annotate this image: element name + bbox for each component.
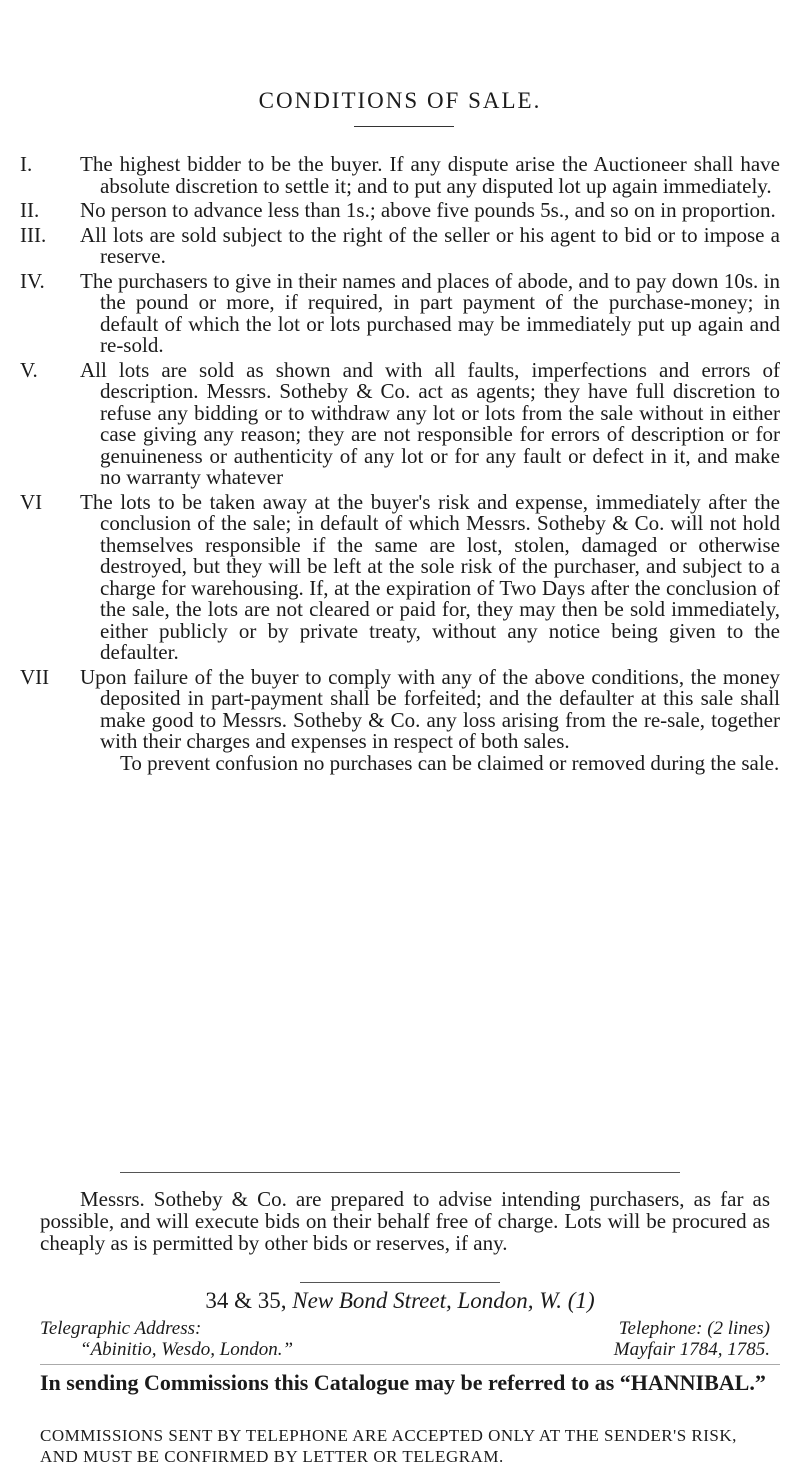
condition-text: No person to advance less than 1s.; above five pounds 5s., and so on in proportion. [80, 198, 776, 222]
address-street: New Bond Street, London, W. (1) [292, 1288, 595, 1313]
telephone-value: Mayfair 1784, 1785. [613, 1339, 770, 1360]
condition-item [20, 200, 780, 222]
catalogue-reference: In sending Commissions this Catalogue may be referred to as “HANNIBAL.” [40, 1370, 766, 1395]
advise-paragraph: Messrs. Sotheby & Co. are prepared to advise intending purchasers, as far as possible, and will execute bids on their behalf free of charge. Lots will be procured as cheaply as is permitted by other bids or reserves, if any. [40, 1187, 770, 1255]
address [0, 1288, 800, 1314]
condition-number: VII [20, 664, 50, 689]
telegraphic-value: “Abinitio, Wesdo, London.” [80, 1339, 294, 1360]
condition-text: Upon failure of the buyer to comply with any of the above conditions, the money deposited in part-payment shall be forfeited; and the defaulter at this sale shall make good to Messrs. Sotheby & Co. any loss arising from the re-sale, together with their charges and expenses in respect of both sales. [80, 664, 780, 753]
condition-item [20, 357, 780, 489]
condition-number: VI [20, 489, 43, 514]
contact-block [40, 1318, 770, 1360]
title-rule [354, 126, 454, 127]
condition-item [20, 268, 780, 357]
conditions-list [20, 154, 780, 777]
address-divider [300, 1282, 500, 1283]
condition-item [20, 222, 780, 268]
condition-number: I. [20, 152, 33, 176]
telephone-notice: COMMISSIONS SENT BY TELEPHONE ARE ACCEPTED ONLY AT THE SENDER'S RISK, AND MUST BE CONFIRMED BY LETTER OR TELEGRAM. [40, 1426, 737, 1466]
condition-number: IV. [20, 268, 45, 293]
condition-item [20, 489, 780, 664]
condition-text: The highest bidder to be the buyer. If any dispute arise the Auctioneer shall have absolute discretion to settle it; and to put any disputed lot up again immediately. [80, 152, 780, 198]
contact-divider [40, 1364, 780, 1365]
condition-item [20, 664, 780, 775]
condition-extra-text: To prevent confusion no purchases can be claimed or removed during the sale. [120, 750, 780, 775]
telephone-label: Telephone: (2 lines) [618, 1318, 770, 1339]
address-number: 34 & 35, [205, 1288, 287, 1313]
telegraphic-label: Telegraphic Address: [40, 1318, 202, 1339]
condition-text: All lots are sold subject to the right of the seller or his agent to bid or to impose a reserve. [80, 222, 780, 268]
condition-text: All lots are sold as shown and with all faults, imperfections and errors of description. Messrs. Sotheby & Co. act as agents; they have full discretion to refuse any bidding or to withdraw any lot or lots from the sale without in either case giving any reason; they are not responsible for errors of description or for genuineness or authenticity of any lot or for any fault or defect in it, and make no warranty whatever [80, 357, 780, 489]
condition-number: III. [20, 222, 47, 247]
condition-text: The lots to be taken away at the buyer's risk and expense, immediately after the conclusion of the sale; in default of which Messrs. Sotheby & Co. will not hold themselves responsible if the same are lost, stolen, damaged or otherwise destroyed, but they will be left at the sole risk of the purchaser, and subject to a charge for warehousing. If, at the expiration of Two Days after the conclusion of the sale, the lots are not cleared or paid for, they may then be sold immediately, either publicly or by private treaty, without any notice being given to the defaulter. [80, 489, 780, 664]
condition-number: V. [20, 357, 38, 382]
condition-number: II. [20, 198, 40, 222]
section-divider [120, 1172, 680, 1173]
condition-item [20, 154, 780, 197]
condition-text: The purchasers to give in their names and places of abode, and to pay down 10s. in the pound or more, if required, in part payment of the purchase-money; in default of which the lot or lots purchased may be immediately put up again and re-sold. [80, 268, 780, 357]
page-title: CONDITIONS OF SALE. [258, 88, 542, 113]
